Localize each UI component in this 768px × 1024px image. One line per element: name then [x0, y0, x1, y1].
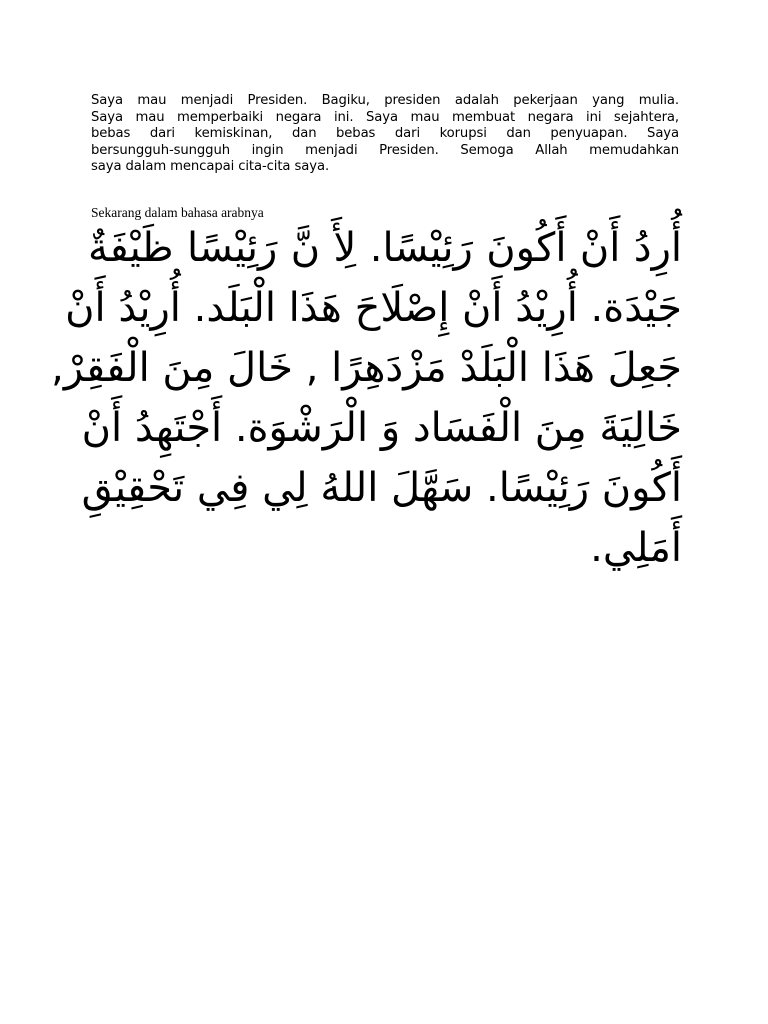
arabic-line: أَكُونَ رَئِيْسًا. سَهَّلَ اللهُ لِي فِي تَحْقِيْقِ	[81, 465, 682, 511]
paragraph-line: bersungguh-sungguh ingin menjadi Presiden. Semoga Allah memudahkan	[91, 142, 679, 158]
paragraph-line: bebas dari kemiskinan, dan bebas dari korupsi dan penyuapan. Saya	[91, 126, 679, 142]
arabic-line: أُرِدُ أَنْ أَكُونَ رَئِيْسًا. لِأَ نَّ رَئِيْسًا ظَيْفَةٌ	[88, 225, 682, 271]
paragraph-line: Saya mau menjadi Presiden. Bagiku, presiden adalah pekerjaan yang mulia.	[91, 93, 679, 108]
arabic-line: خَالِيَةَ مِنَ الْفَسَاد وَ الْرَشْوَة. أَجْتَهِدُ أَنْ	[81, 405, 682, 451]
indonesian-paragraph	[91, 93, 679, 176]
arabic-text	[51, 218, 682, 578]
arabic-line: جَيْدَة. أُرِيْدُ أَنْ إِصْلَاحَ هَذَا الْبَلَد. أُرِيْدُ أَنْ	[65, 285, 682, 331]
paragraph-line: saya dalam mencapai cita-cita saya.	[91, 159, 330, 175]
arabic-line: جَعِلَ هَذَا الْبَلَدْ مَزْدَهِرًا , خَالَ مِنَ الْفَقِرْ,	[51, 345, 682, 391]
paragraph-line: Saya mau memperbaiki negara ini. Saya mau membuat negara ini sejahtera,	[91, 109, 679, 125]
arabic-section-heading: Sekarang dalam bahasa arabnya	[91, 205, 264, 220]
arabic-line: أَمَلِي.	[590, 525, 682, 571]
